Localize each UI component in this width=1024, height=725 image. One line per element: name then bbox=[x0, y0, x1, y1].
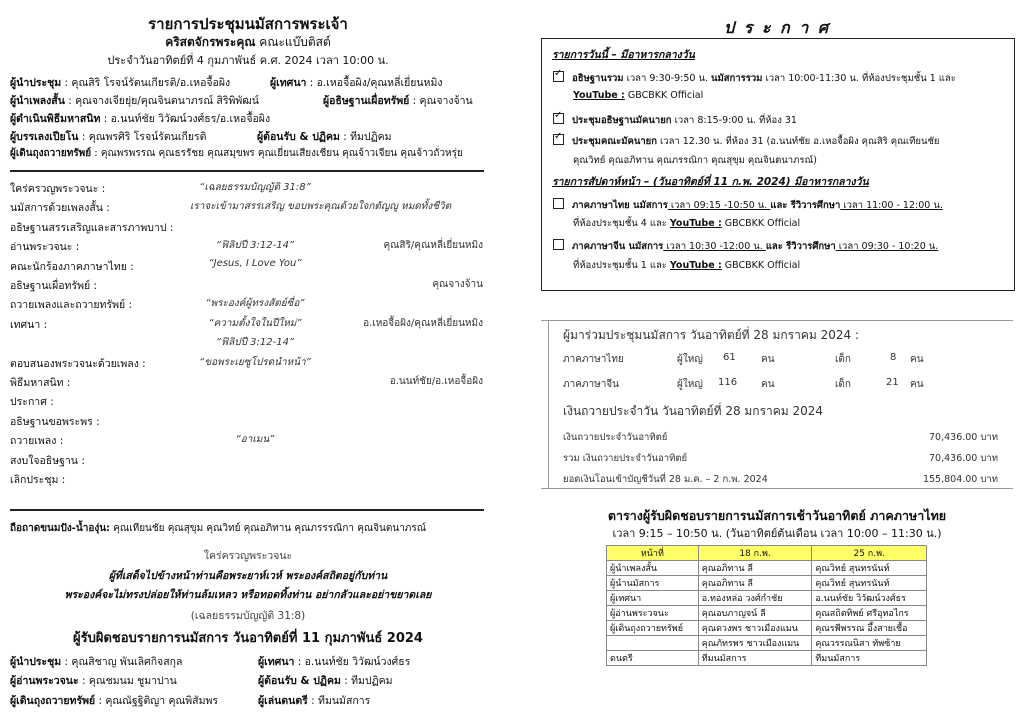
schedule-duty-cell: ผู้เทศนา bbox=[607, 591, 699, 606]
item-text: เวลา 8:15-9:00 น. ที่ห้อง 31 bbox=[671, 115, 797, 126]
offering-amount: 70,436.00 บาท bbox=[929, 432, 998, 443]
role-label: ผู้ต้อนรับ & ปฏิคม bbox=[257, 131, 340, 143]
schedule-duty-cell: ผู้เดินถุงถวายทรัพย์ bbox=[607, 621, 699, 636]
next-role-reader bbox=[10, 672, 177, 689]
order-person: อ.เหอจื้อผิง/คุณหลี่เยี่ยนหมิง bbox=[363, 317, 483, 329]
role-preacher bbox=[270, 74, 443, 91]
order-label: อธิษฐานขอพระพร : bbox=[10, 415, 100, 428]
today-item-1 bbox=[553, 70, 956, 86]
role-value: : คุณจางจ้าน bbox=[409, 95, 473, 107]
verse-reference: (เฉลยธรรมบัญญัติ 31:8) bbox=[190, 610, 306, 622]
order-label: สงบใจอธิษฐาน : bbox=[10, 454, 85, 467]
order-person: อ.นนท์ชัย/อ.เหอจื้อผิง bbox=[389, 376, 483, 387]
offering-label: ยอดเงินโอนเข้าบัญชีวันที่ 28 ม.ค. – 2 ก.พ. 2024 bbox=[563, 474, 768, 485]
item-text: ที่ห้องประชุมชั้น 4 และ bbox=[573, 218, 670, 229]
order-text: “ฟิลิปปี 3:12-14” bbox=[215, 240, 295, 252]
service-date: ประจำวันอาทิตย์ที่ 4 กุมภาพันธ์ ค.ศ. 2024 เวลา 10:00 น. bbox=[107, 54, 389, 67]
servers-value: คุณเทียนชัย คุณสุขุม คุณวิทย์ คุณอภิทาน คุณภรรรณิกา คุณจินตนาภรณ์ bbox=[110, 523, 427, 534]
adult-count: 116 bbox=[718, 377, 738, 388]
role-label: ผู้อธิษฐานเผื่อทรัพย์ bbox=[323, 95, 410, 107]
child-count: 8 bbox=[890, 352, 897, 363]
next-item-thai-line2 bbox=[573, 216, 800, 231]
next-role-preacher bbox=[258, 653, 410, 670]
schedule-row bbox=[607, 636, 927, 651]
role-label: ผู้เทศนา bbox=[258, 656, 295, 668]
schedule-header-cell: 25 ก.พ. bbox=[812, 546, 927, 561]
item-time: เวลา 10:30 -12:00 น. bbox=[663, 241, 766, 252]
offering-title: เงินถวายประจำวัน วันอาทิตย์ที่ 28 มกราคม 2024 bbox=[563, 404, 824, 418]
schedule-person-cell: คุณวิทย์ สุนทรนันท์ bbox=[812, 561, 927, 576]
order-label: ใคร่ครวญพระวจนะ : bbox=[10, 183, 106, 195]
schedule-row bbox=[607, 591, 927, 606]
next-role-offering-bag bbox=[10, 692, 218, 709]
child-label: เด็ก bbox=[835, 354, 851, 365]
role-value: : คุณพรพรรณ คุณธรรัชย คุณสมุขพร คุณเยี่ยนเสียงเชียน คุณจ้าวเจียน คุณจ้าวถั่วหรุ่ย bbox=[91, 148, 463, 159]
item-text: ที่ห้องประชุมชั้น 1 และ bbox=[573, 260, 670, 271]
schedule-person-cell: คุณอภิทาน ลี bbox=[698, 561, 812, 576]
item-text: GBCBKK Official bbox=[624, 90, 704, 101]
order-text: “ความตั้งใจในปีใหม่” bbox=[208, 317, 302, 329]
order-text: “Jesus, I Love You” bbox=[208, 257, 302, 269]
attendance-group: ภาคภาษาไทย bbox=[563, 354, 624, 365]
item-bold: นมัสการรวม bbox=[710, 73, 763, 84]
checkbox-checked-icon bbox=[553, 113, 564, 124]
item-bold: อธิษฐานรวม bbox=[572, 73, 624, 84]
schedule-row bbox=[607, 561, 927, 576]
order-label: พิธีมหาสนิท : bbox=[10, 377, 71, 389]
role-value: : อ.นนท์ชัย วิวัฒน์วงศ์ธร bbox=[294, 656, 411, 668]
schedule-title: ตารางผู้รับผิดชอบรายการนมัสการเช้าวันอาทิตย์ ภาคภาษาไทย bbox=[607, 508, 947, 523]
schedule-row bbox=[607, 621, 927, 636]
schedule-person-cell: คุณดวงพร ชาวเมืองแมน bbox=[698, 621, 812, 636]
role-label: ผู้นำเพลงสั้น bbox=[10, 95, 65, 107]
schedule-person-cell: คุณอภิทาน ลี bbox=[698, 576, 812, 591]
role-value: : คุณพรศิริ โรจน์รัตนเกียรติ bbox=[78, 131, 207, 143]
unit: คน bbox=[761, 379, 775, 390]
item-bold: และ รีวิวารศึกษา bbox=[770, 200, 841, 211]
checkbox-checked-icon bbox=[553, 71, 564, 82]
order-label: ตอบสนองพระวจนะด้วยเพลง : bbox=[10, 357, 146, 370]
announcement-title: ป ร ะ ก า ศ bbox=[723, 18, 831, 37]
panel-top-border bbox=[541, 320, 1013, 321]
item-bold: ภาคภาษาไทย นมัสการ bbox=[572, 200, 668, 211]
schedule-person-cell: ทีมนมัสการ bbox=[698, 651, 812, 666]
order-label: คณะนักร้องภาคภาษาไทย : bbox=[10, 260, 134, 273]
role-value: : ทีมปฏิคม bbox=[339, 131, 392, 143]
schedule-duty-cell: ดนตรี bbox=[607, 651, 699, 666]
schedule-subtitle: เวลา 9:15 – 10:50 น. (วันอาทิตย์ต้นเดือน เวลา 10:00 – 11:30 น.) bbox=[612, 527, 942, 540]
item-time: เวลา 09:15 -10:50 น. bbox=[667, 200, 771, 211]
church-name-rest: คณะแบ๊บติสต์ bbox=[255, 35, 331, 49]
order-label: เลิกประชุม : bbox=[10, 474, 66, 486]
next-week-heading: รายการสัปดาห์หน้า – (วันอาทิตย์ที่ 11 ก.พ. 2024) มีอาหารกลางวัน bbox=[552, 176, 869, 188]
today-item-3-line2: คุณวิทย์ คุณอภิทาน คุณภรรณิกา คุณสุขุม คุณจินตนาภรณ์) bbox=[573, 155, 818, 166]
schedule-person-cell: คุณสถิตทิพย์ ศรีอุทอไกร bbox=[812, 606, 927, 621]
child-count: 21 bbox=[886, 377, 899, 388]
attendance-group: ภาคภาษาจีน bbox=[563, 379, 620, 390]
role-label: ผู้ต้อนรับ & ปฏิคม bbox=[258, 675, 341, 687]
role-label: ผู้เทศนา bbox=[270, 77, 307, 89]
schedule-header-cell: หน้าที่ bbox=[607, 546, 699, 561]
youtube-link[interactable]: YouTube : bbox=[669, 218, 722, 229]
order-label: อ่านพระวจนะ : bbox=[10, 241, 80, 254]
schedule-person-cell: คุณรพีพรรณ อึ้งสายเชื้อ bbox=[812, 621, 927, 636]
schedule-person-cell: คุณภัทรพร ชาวเมืองแมน bbox=[698, 636, 812, 651]
offering-amount: 155,804.00 บาท bbox=[922, 474, 998, 485]
item-time: เวลา 11:00 - 12:00 น. bbox=[840, 200, 943, 211]
schedule-header-row bbox=[607, 546, 927, 561]
role-label: ผู้ดำเนินพิธีมหาสนิท bbox=[10, 113, 101, 125]
schedule-person-cell: อ.ทองหล่อ วงศ์กำชัย bbox=[698, 591, 812, 606]
panel-left-border bbox=[548, 320, 549, 488]
today-heading: รายการวันนี้ – มีอาหารกลางวัน bbox=[552, 49, 695, 61]
order-label: ถวายเพลง : bbox=[10, 435, 64, 448]
order-text: “เฉลยธรรมบัญญัติ 31:8” bbox=[199, 182, 311, 193]
order-text: “ขอพระเยซูโปรดนำหน้า” bbox=[199, 356, 311, 368]
item-bold: ประชุมคณะมัคนายก bbox=[572, 136, 657, 147]
next-role-musicians bbox=[258, 692, 370, 709]
schedule-row bbox=[607, 576, 927, 591]
unit: คน bbox=[910, 379, 924, 390]
today-item-1-line2 bbox=[573, 90, 703, 101]
adult-label: ผู้ใหญ่ bbox=[677, 379, 703, 390]
role-value: : ทีมปฏิคม bbox=[340, 675, 393, 687]
order-label: ประกาศ : bbox=[10, 396, 54, 409]
item-text: เวลา 9:30-9:50 น. bbox=[623, 73, 711, 84]
item-text: เวลา 10:00-11:30 น. ที่ห้องประชุมชั้น 1 และ bbox=[762, 73, 956, 84]
next-week-title: ผู้รับผิดชอบรายการนมัสการ วันอาทิตย์ที่ 11 กุมภาพันธ์ 2024 bbox=[73, 631, 423, 646]
item-text: GBCBKK Official bbox=[721, 218, 801, 229]
order-label: อธิษฐานสรรเสริญและสารภาพบาป : bbox=[10, 221, 174, 234]
role-value: : คุณชมนม ชูมาปาน bbox=[78, 675, 177, 687]
order-label: อธิษฐานเผื่อทรัพย์ : bbox=[10, 280, 98, 292]
order-text: เราจะเข้ามาสรรเสริญ ขอบพระคุณด้วยใจกตัญญู หมดทั้งชีวิต bbox=[190, 201, 452, 213]
schedule-duty-cell: ผู้อ่านพระวจนะ bbox=[607, 606, 699, 621]
next-item-chinese bbox=[553, 238, 938, 254]
order-person: คุณจางจ้าน bbox=[432, 279, 483, 290]
youtube-link[interactable]: YouTube : bbox=[573, 90, 625, 101]
role-value: : ทีมนมัสการ bbox=[307, 695, 371, 707]
offering-amount: 70,436.00 บาท bbox=[929, 453, 998, 464]
schedule-row bbox=[607, 606, 927, 621]
verse-line-2: พระองค์จะไม่ทรงปล่อยให้ท่านล้มเหลว หรือทอดทิ้งท่าน อย่ากลัวและอย่าขยาดเลย bbox=[64, 589, 432, 601]
next-role-ushers bbox=[258, 672, 393, 689]
role-label: ผู้นำประชุม bbox=[10, 656, 62, 668]
schedule-person-cell: คุณวิทย์ สุนทรนันท์ bbox=[812, 576, 927, 591]
checkbox-empty-icon bbox=[553, 198, 564, 209]
schedule-header-cell: 18 ก.พ. bbox=[698, 546, 812, 561]
role-label: ผู้เล่นดนตรี bbox=[258, 695, 308, 707]
schedule-person-cell: อ.นนท์ชัย วิวัฒน์วงศ์ธร bbox=[812, 591, 927, 606]
order-person: คุณสิริ/คุณหลี่เยี่ยนหมิง bbox=[383, 240, 483, 252]
order-label: นมัสการด้วยเพลงสั้น : bbox=[10, 202, 110, 215]
attendance-title: ผู้มาร่วมประชุมนมัสการ วันอาทิตย์ที่ 28 มกราคม 2024 : bbox=[563, 328, 859, 342]
schedule-duty-cell: ผู้นำนมัสการ bbox=[607, 576, 699, 591]
unit: คน bbox=[761, 354, 775, 365]
role-ushers bbox=[257, 128, 392, 145]
program-title: รายการประชุมนมัสการพระเจ้า bbox=[148, 15, 348, 33]
checkbox-empty-icon bbox=[553, 239, 564, 250]
order-text: “อาเมน” bbox=[235, 434, 275, 446]
servers-label: ถือถาดขนมปัง-น้ำองุ่น: bbox=[10, 523, 111, 534]
role-pianist bbox=[10, 128, 206, 145]
schedule-table bbox=[606, 545, 927, 666]
schedule-person-cell: คุณอบภาญจน์ ลี bbox=[698, 606, 812, 621]
church-name-bold: คริสตจักรพระคุณ bbox=[165, 35, 256, 49]
order-label: ถวายเพลงและถวายทรัพย์ : bbox=[10, 299, 133, 312]
divider bbox=[10, 170, 484, 172]
verse-line-1: ผู้ที่เสด็จไปข้างหน้าท่านคือพระยาห์เวห์ พระองค์สถิตอยู่กับท่าน bbox=[108, 570, 388, 582]
today-item-2 bbox=[553, 112, 797, 128]
offering-label: รวม เงินถวายประจำวันอาทิตย์ bbox=[563, 453, 688, 464]
role-value: : คุณสิชาญ พันเลิศกิจสกุล bbox=[61, 656, 183, 668]
schedule-row bbox=[607, 651, 927, 666]
role-value: : คุณสิริ โรจน์รัตนเกียรติ/อ.เหอจื้อผิง bbox=[61, 77, 231, 89]
role-label: ผู้อ่านพระวจนะ bbox=[10, 675, 79, 687]
unit: คน bbox=[910, 354, 924, 365]
role-label: ผู้เดินถุงถวายทรัพย์ bbox=[10, 148, 92, 159]
role-value: : อ.นนท์ชัย วิวัฒน์วงศ์ธร/อ.เหอจื้อผิง bbox=[100, 113, 271, 125]
today-item-3 bbox=[553, 133, 940, 149]
item-bold: ประชุมอธิษฐานมัคนายก bbox=[572, 115, 672, 126]
role-label: ผู้นำประชุม bbox=[10, 77, 62, 89]
role-label: ผู้บรรเลงเปียโน bbox=[10, 131, 79, 143]
schedule-duty-cell bbox=[607, 636, 699, 651]
role-leader bbox=[10, 74, 230, 91]
role-communion bbox=[10, 110, 270, 127]
next-item-chinese-line2 bbox=[573, 258, 800, 273]
next-role-leader bbox=[10, 653, 182, 670]
item-bold: ภาคภาษาจีน นมัสการ bbox=[572, 241, 664, 252]
child-label: เด็ก bbox=[835, 379, 851, 390]
role-offering-bag bbox=[10, 146, 463, 161]
order-text: “พระองค์ผู้ทรงสัตย์ซื่อ” bbox=[205, 298, 305, 310]
role-song-leader bbox=[10, 92, 259, 109]
youtube-link[interactable]: YouTube : bbox=[669, 260, 722, 271]
role-value: : คุณจางเจียยุ่ย/คุณจินตนาภรณ์ สิริพิพัฒน์ bbox=[64, 95, 259, 107]
order-text: “ฟิลิปปี 3:12-14” bbox=[215, 337, 295, 349]
panel-bottom-border bbox=[541, 488, 1013, 489]
order-label: เทศนา : bbox=[10, 318, 48, 331]
checkbox-checked-icon bbox=[553, 134, 564, 145]
schedule-duty-cell: ผู้นำเพลงสั้น bbox=[607, 561, 699, 576]
schedule-person-cell: ทีมนมัสการ bbox=[812, 651, 927, 666]
offering-label: เงินถวายประจำวันอาทิตย์ bbox=[563, 432, 668, 443]
item-text: GBCBKK Official bbox=[721, 260, 801, 271]
next-item-thai bbox=[553, 197, 943, 213]
item-text: เวลา 12.30 น. ที่ห้อง 31 (อ.นนท์ชัย อ.เหอจื้อผิง คุณสิริ คุณเทียนชัย bbox=[656, 136, 940, 147]
adult-count: 61 bbox=[723, 352, 736, 363]
role-offering-prayer bbox=[323, 92, 473, 109]
church-name bbox=[10, 33, 486, 52]
item-time: เวลา 09:30 - 10:20 น. bbox=[835, 241, 939, 252]
role-value: : อ.เหอจื้อผิง/คุณหลี่เยี่ยนหมิง bbox=[306, 77, 443, 89]
adult-label: ผู้ใหญ่ bbox=[677, 354, 703, 365]
role-label: ผู้เดินถุงถวายทรัพย์ bbox=[10, 695, 96, 707]
schedule-person-cell: คุณวรรณนิสา ทัพซ้าย bbox=[812, 636, 927, 651]
meditation-heading: ใคร่ครวญพระวจนะ bbox=[203, 550, 293, 562]
item-bold: และ รีวิวารศึกษา bbox=[765, 241, 836, 252]
role-value: : คุณณัฐฐิติญา คุณพิสัมพร bbox=[95, 695, 219, 707]
bread-wine-servers bbox=[10, 521, 426, 536]
divider bbox=[10, 509, 484, 511]
